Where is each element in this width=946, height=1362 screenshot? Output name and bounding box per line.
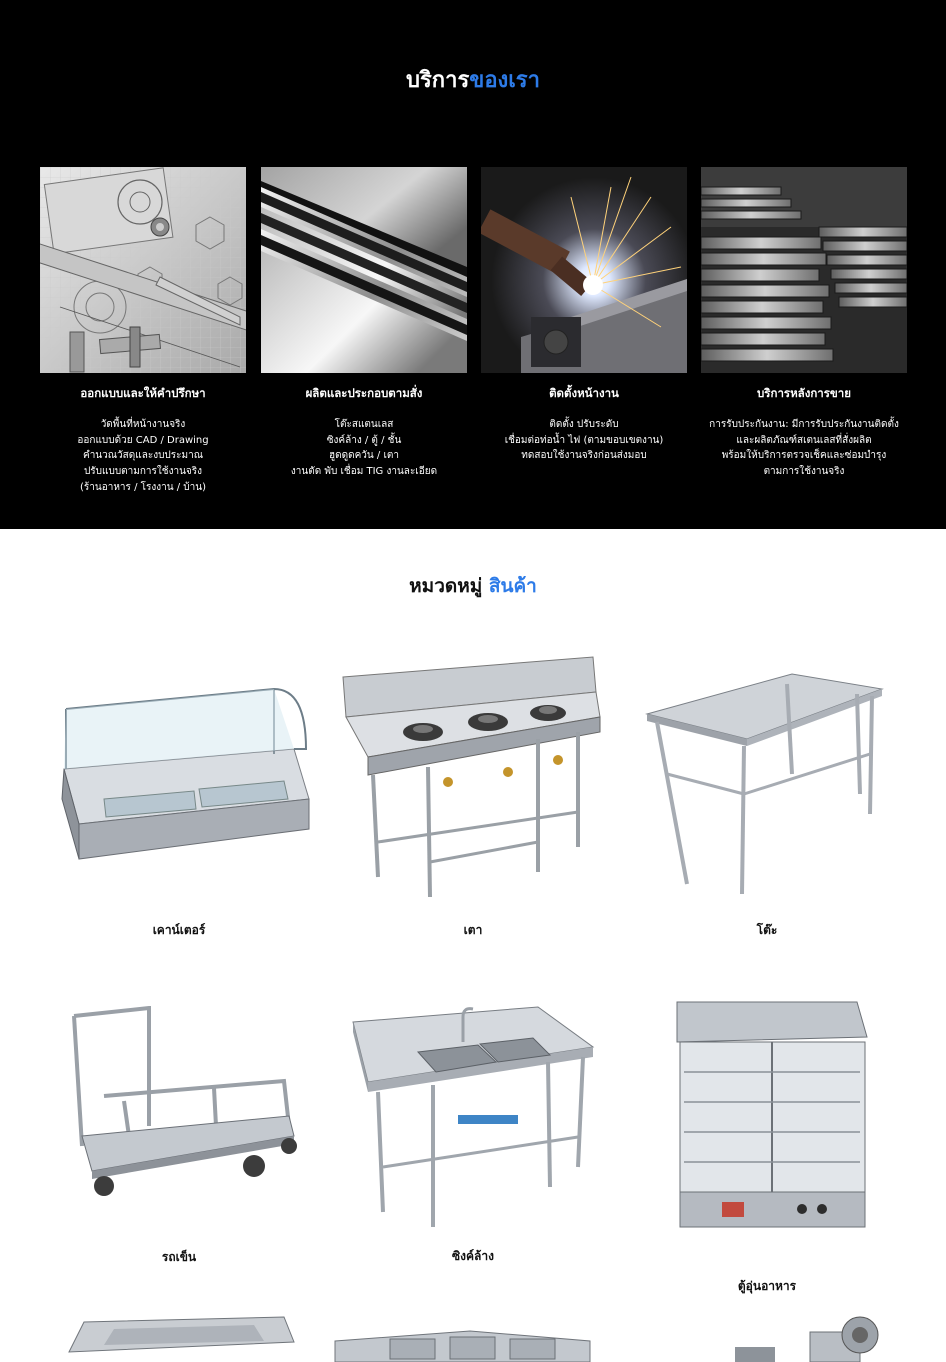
service-card-installation: [481, 167, 687, 464]
service-card-details: [40, 417, 246, 496]
category-name: ซิงค์ล้าง: [452, 1249, 494, 1263]
stove-icon: [338, 647, 608, 887]
service-detail-line: การรับประกันงาน: มีการรับประกันงานติดตั้ง: [709, 419, 899, 430]
service-detail-line: พร้อมให้บริการตรวจเช็คและซ่อมบำรุง: [721, 450, 887, 462]
machine-icon: [660, 1307, 930, 1362]
category-card-counter[interactable]: [44, 659, 314, 937]
service-card-manufacturing: [261, 167, 467, 480]
service-card-details: [481, 417, 687, 464]
category-name: รถเข็น: [161, 1250, 197, 1264]
table-icon: [632, 664, 902, 904]
category-name: เคาน์เตอร์: [152, 923, 206, 937]
category-card-tray[interactable]: [44, 1307, 314, 1362]
service-card-title: ออกแบบและให้คำปรึกษา: [80, 386, 206, 400]
services-heading: [0, 62, 946, 97]
service-detail-line: และผลิตภัณฑ์สเตนเลสที่สั่งผลิต: [736, 434, 872, 446]
sink-icon: [338, 997, 608, 1237]
trolley-icon: [44, 1006, 314, 1246]
category-card-stove[interactable]: [338, 647, 608, 937]
category-card-table[interactable]: [632, 664, 902, 937]
service-detail-line: เชื่อมต่อท่อน้ำ ไฟ (ตามขอบเขตงาน): [504, 434, 664, 446]
technical-drawing-icon: [40, 167, 246, 373]
service-detail-line: ซิงค์ล้าง / ตู้ / ชั้น: [326, 434, 402, 446]
category-name: ตู้อุ่นอาหาร: [737, 1279, 797, 1293]
product-categories-heading: [0, 571, 946, 601]
service-card-after-sales: [701, 167, 907, 480]
product-categories-section: [0, 529, 946, 1362]
services-heading-accent: ของเรา: [469, 68, 540, 93]
services-section: [0, 0, 946, 529]
service-card-title: ติดตั้งหน้างาน: [549, 386, 619, 400]
service-card-details: [701, 417, 907, 480]
service-detail-line: วัดพื้นที่หน้างานจริง: [100, 419, 186, 430]
category-card-food-warmer[interactable]: [632, 997, 902, 1293]
category-card-sink[interactable]: [338, 997, 608, 1263]
service-card-details: [261, 417, 467, 480]
service-card-design: [40, 167, 246, 496]
service-detail-line: คำนวณวัสดุและงบประมาณ: [83, 450, 203, 462]
product-heading-accent: สินค้า: [488, 575, 537, 597]
service-detail-line: ฮูดดูดควัน / เตา: [329, 450, 399, 462]
service-detail-line: ปรับแบบตามการใช้งานจริง: [83, 466, 203, 478]
service-detail-line: ตามการใช้งานจริง: [763, 466, 845, 478]
service-detail-line: งานตัด พับ เชื่อม TIG งานละเอียด: [290, 466, 438, 478]
service-detail-line: ทดสอบใช้งานจริงก่อนส่งมอบ: [521, 450, 647, 462]
welding-icon: [481, 167, 687, 373]
tray-icon: [44, 1307, 314, 1362]
service-detail-line: ออกแบบด้วย CAD / Drawing: [77, 434, 209, 446]
category-name: เตา: [463, 923, 483, 937]
product-heading-main: หมวดหมู่: [409, 575, 483, 597]
service-detail-line: ติดตั้ง ปรับระดับ: [549, 419, 619, 430]
category-card-machine[interactable]: [660, 1307, 930, 1362]
services-heading-main: บริการ: [406, 68, 470, 93]
category-card-trolley[interactable]: [44, 1006, 314, 1264]
counter-display-icon: [44, 659, 314, 899]
metal-stack-icon: [701, 167, 907, 373]
service-detail-line: (ร้านอาหาร / โรงงาน / บ้าน): [79, 481, 207, 493]
bain-marie-icon: [330, 1301, 600, 1362]
category-card-bain-marie[interactable]: [330, 1301, 600, 1362]
stainless-sheets-icon: [261, 167, 467, 373]
category-name: โต๊ะ: [756, 923, 778, 937]
food-warmer-icon: [632, 997, 902, 1237]
service-detail-line: โต๊ะสแตนเลส: [334, 419, 394, 430]
service-card-title: บริการหลังการขาย: [757, 386, 851, 400]
service-card-title: ผลิตและประกอบตามสั่ง: [305, 386, 423, 400]
